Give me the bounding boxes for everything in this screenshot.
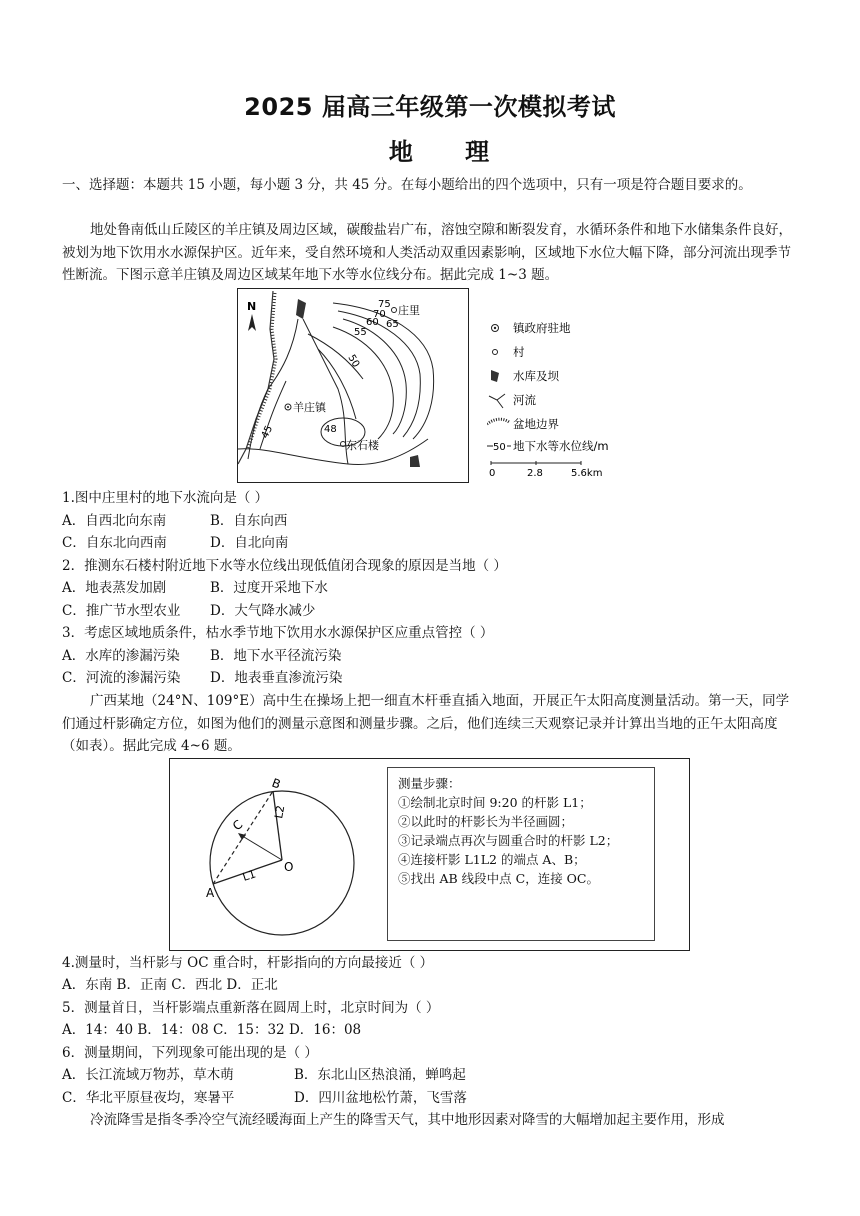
place-zhuangli: 庄里 [398,304,420,317]
exam-title: 2025 届高三年级第一次模拟考试 [244,93,616,121]
contour-label-45: 45 [259,424,276,441]
map-legend [487,318,627,478]
step-3: ③记录端点再次与圆重合时的杆影 L2； [398,833,619,848]
groundwater-contour-map [237,288,469,483]
point-b-label: B [269,775,283,792]
q3-option-a[interactable]: A．水库的渗漏污染 [62,648,180,664]
scale-1: 2.8 [527,468,543,478]
q6-options-row1 [62,1064,466,1087]
q2-stem: 2．推测东石楼村附近地下水等水位线出现低值闭合现象的原因是当地（ ） [62,558,507,574]
q3-options-row2 [62,667,342,690]
q3-stem: 3．考虑区域地质条件，枯水季节地下饮用水水源保护区应重点管控（ ） [62,625,494,641]
q4-stem: 4.测量时，当杆影与 OC 重合时，杆影指向的方向最接近（ ） [62,955,434,971]
legend-town: 镇政府驻地 [513,321,571,335]
legend-contour: 地下水等水位线/m [513,439,609,453]
contour-label-75: 75 [378,299,391,310]
q1-option-a[interactable]: A．自西北向东南 [62,513,167,529]
contour-label-70: 70 [373,309,386,320]
section-instruction: 一、选择题：本题共 15 小题，每小题 3 分，共 45 分。在每小题给出的四个选项中，只有一项是符合题目要求的。 [62,177,752,193]
legend-contour-sample: 50 [493,442,506,453]
contour-label-55: 55 [354,327,367,338]
contour-label-50: 50 [345,353,362,370]
measurement-steps-box [387,767,655,941]
legend-reservoir-icon [491,370,499,382]
steps-title: 测量步骤： [398,776,461,791]
legend-village: 村 [513,345,525,359]
contour-label-60: 60 [366,317,379,328]
step-5: ⑤找出 AB 线段中点 C，连接 OC。 [398,871,599,886]
intro-paragraph-3: 冷流降雪是指冬季冷空气流经暖海面上产生的降雪天气，其中地形因素对降雪的大幅增加起主要作用，形成 [90,1112,725,1128]
legend-river: 河流 [513,393,536,407]
place-dongshilou: 东石楼 [346,439,379,452]
place-yangzhuang: 羊庄镇 [293,401,326,414]
legend-basin: 盆地边界 [513,417,559,431]
q6-option-c[interactable]: C．华北平原昼夜均，寒暑平 [62,1090,235,1106]
q6-stem: 6．测量期间，下列现象可能出现的是（ ） [62,1045,318,1061]
q6-option-b[interactable]: B．东北山区热浪涌，蝉鸣起 [294,1067,466,1083]
q1-options-row1 [62,510,287,533]
north-arrow-icon [248,314,256,331]
q3-option-c[interactable]: C．河流的渗漏污染 [62,670,181,686]
point-o-label: O [284,860,294,874]
intro-paragraph-1: 地处鲁南低山丘陵区的羊庄镇及周边区域，碳酸盐岩广布，溶蚀空隙和断裂发育，水循环条件和地下水储集条件良好，被划为地下饮用水水源保护区。近年来，受自然环境和人类活动双重因素影响，区域地下水位大幅下降，部分河流出现季节性断流。下图示意羊庄镇及周边区域某年地下水等水位线分布。据此完成 1~3 题。 [62,222,792,283]
q2-option-a[interactable]: A．地表蒸发加剧 [62,580,167,596]
q3-option-d[interactable]: D．地表垂直渗流污染 [210,670,343,686]
subject-title: 地 理 [388,138,512,166]
q5-options[interactable]: A．14：40 B．14：08 C．15：32 D．16：08 [62,1022,362,1038]
q2-option-b[interactable]: B．过度开采地下水 [210,580,328,596]
intro-paragraph-2: 广西某地（24°N、109°E）高中生在操场上把一细直木杆垂直插入地面，开展正午太阳高度测量活动。第一天，同学们通过杆影确定方位，如图为他们的测量示意图和测量步骤。之后，他们连续三天观察记录并计算出当地的正午太阳高度（如表）。据此完成 4~6 题。 [62,693,790,754]
q6-options-row2 [62,1087,467,1110]
north-label: N [247,300,257,313]
q2-option-d[interactable]: D．大气降水减少 [210,603,316,619]
q5-stem: 5．测量首日，当杆影端点重新落在圆周上时，北京时间为（ ） [62,1000,440,1016]
q6-option-d[interactable]: D．四川盆地松竹萧，飞雪落 [294,1090,467,1106]
q2-options-row2 [62,600,315,623]
scale-0: 0 [489,468,496,478]
step-2: ②以此时的杆影长为半径画圆； [398,814,574,829]
q6-option-a[interactable]: A．长江流域万物苏，草木萌 [62,1067,234,1083]
q1-stem: 1.图中庄里村的地下水流向是（ ） [62,490,269,506]
scale-2: 5.6km [571,468,603,478]
q1-option-b[interactable]: B．自东向西 [210,513,288,529]
q1-option-d[interactable]: D．自北向南 [210,535,289,551]
reservoir-icon [296,299,306,319]
contour-label-65: 65 [386,319,399,330]
legend-reservoir: 水库及坝 [513,369,559,383]
q1-option-c[interactable]: C．自东北向西南 [62,535,167,551]
q1-options-row2 [62,532,288,555]
point-a-label: A [206,886,215,900]
point-c-label: C [229,817,246,834]
contour-label-48: 48 [324,424,337,435]
q2-option-c[interactable]: C．推广节水型农业 [62,603,181,619]
step-4: ④连接杆影 L1L2 的端点 A、B； [398,852,586,867]
shadow-l2-label: L2 [272,804,288,820]
q3-options-row1 [62,645,341,668]
q3-option-b[interactable]: B．地下水平径流污染 [210,648,342,664]
q4-options[interactable]: A．东南 B．正南 C．西北 D．正北 [62,977,278,993]
shadow-l1-label: L1 [240,867,258,884]
step-1: ①绘制北京时间 9:20 的杆影 L1； [398,795,592,810]
q2-options-row1 [62,577,328,600]
